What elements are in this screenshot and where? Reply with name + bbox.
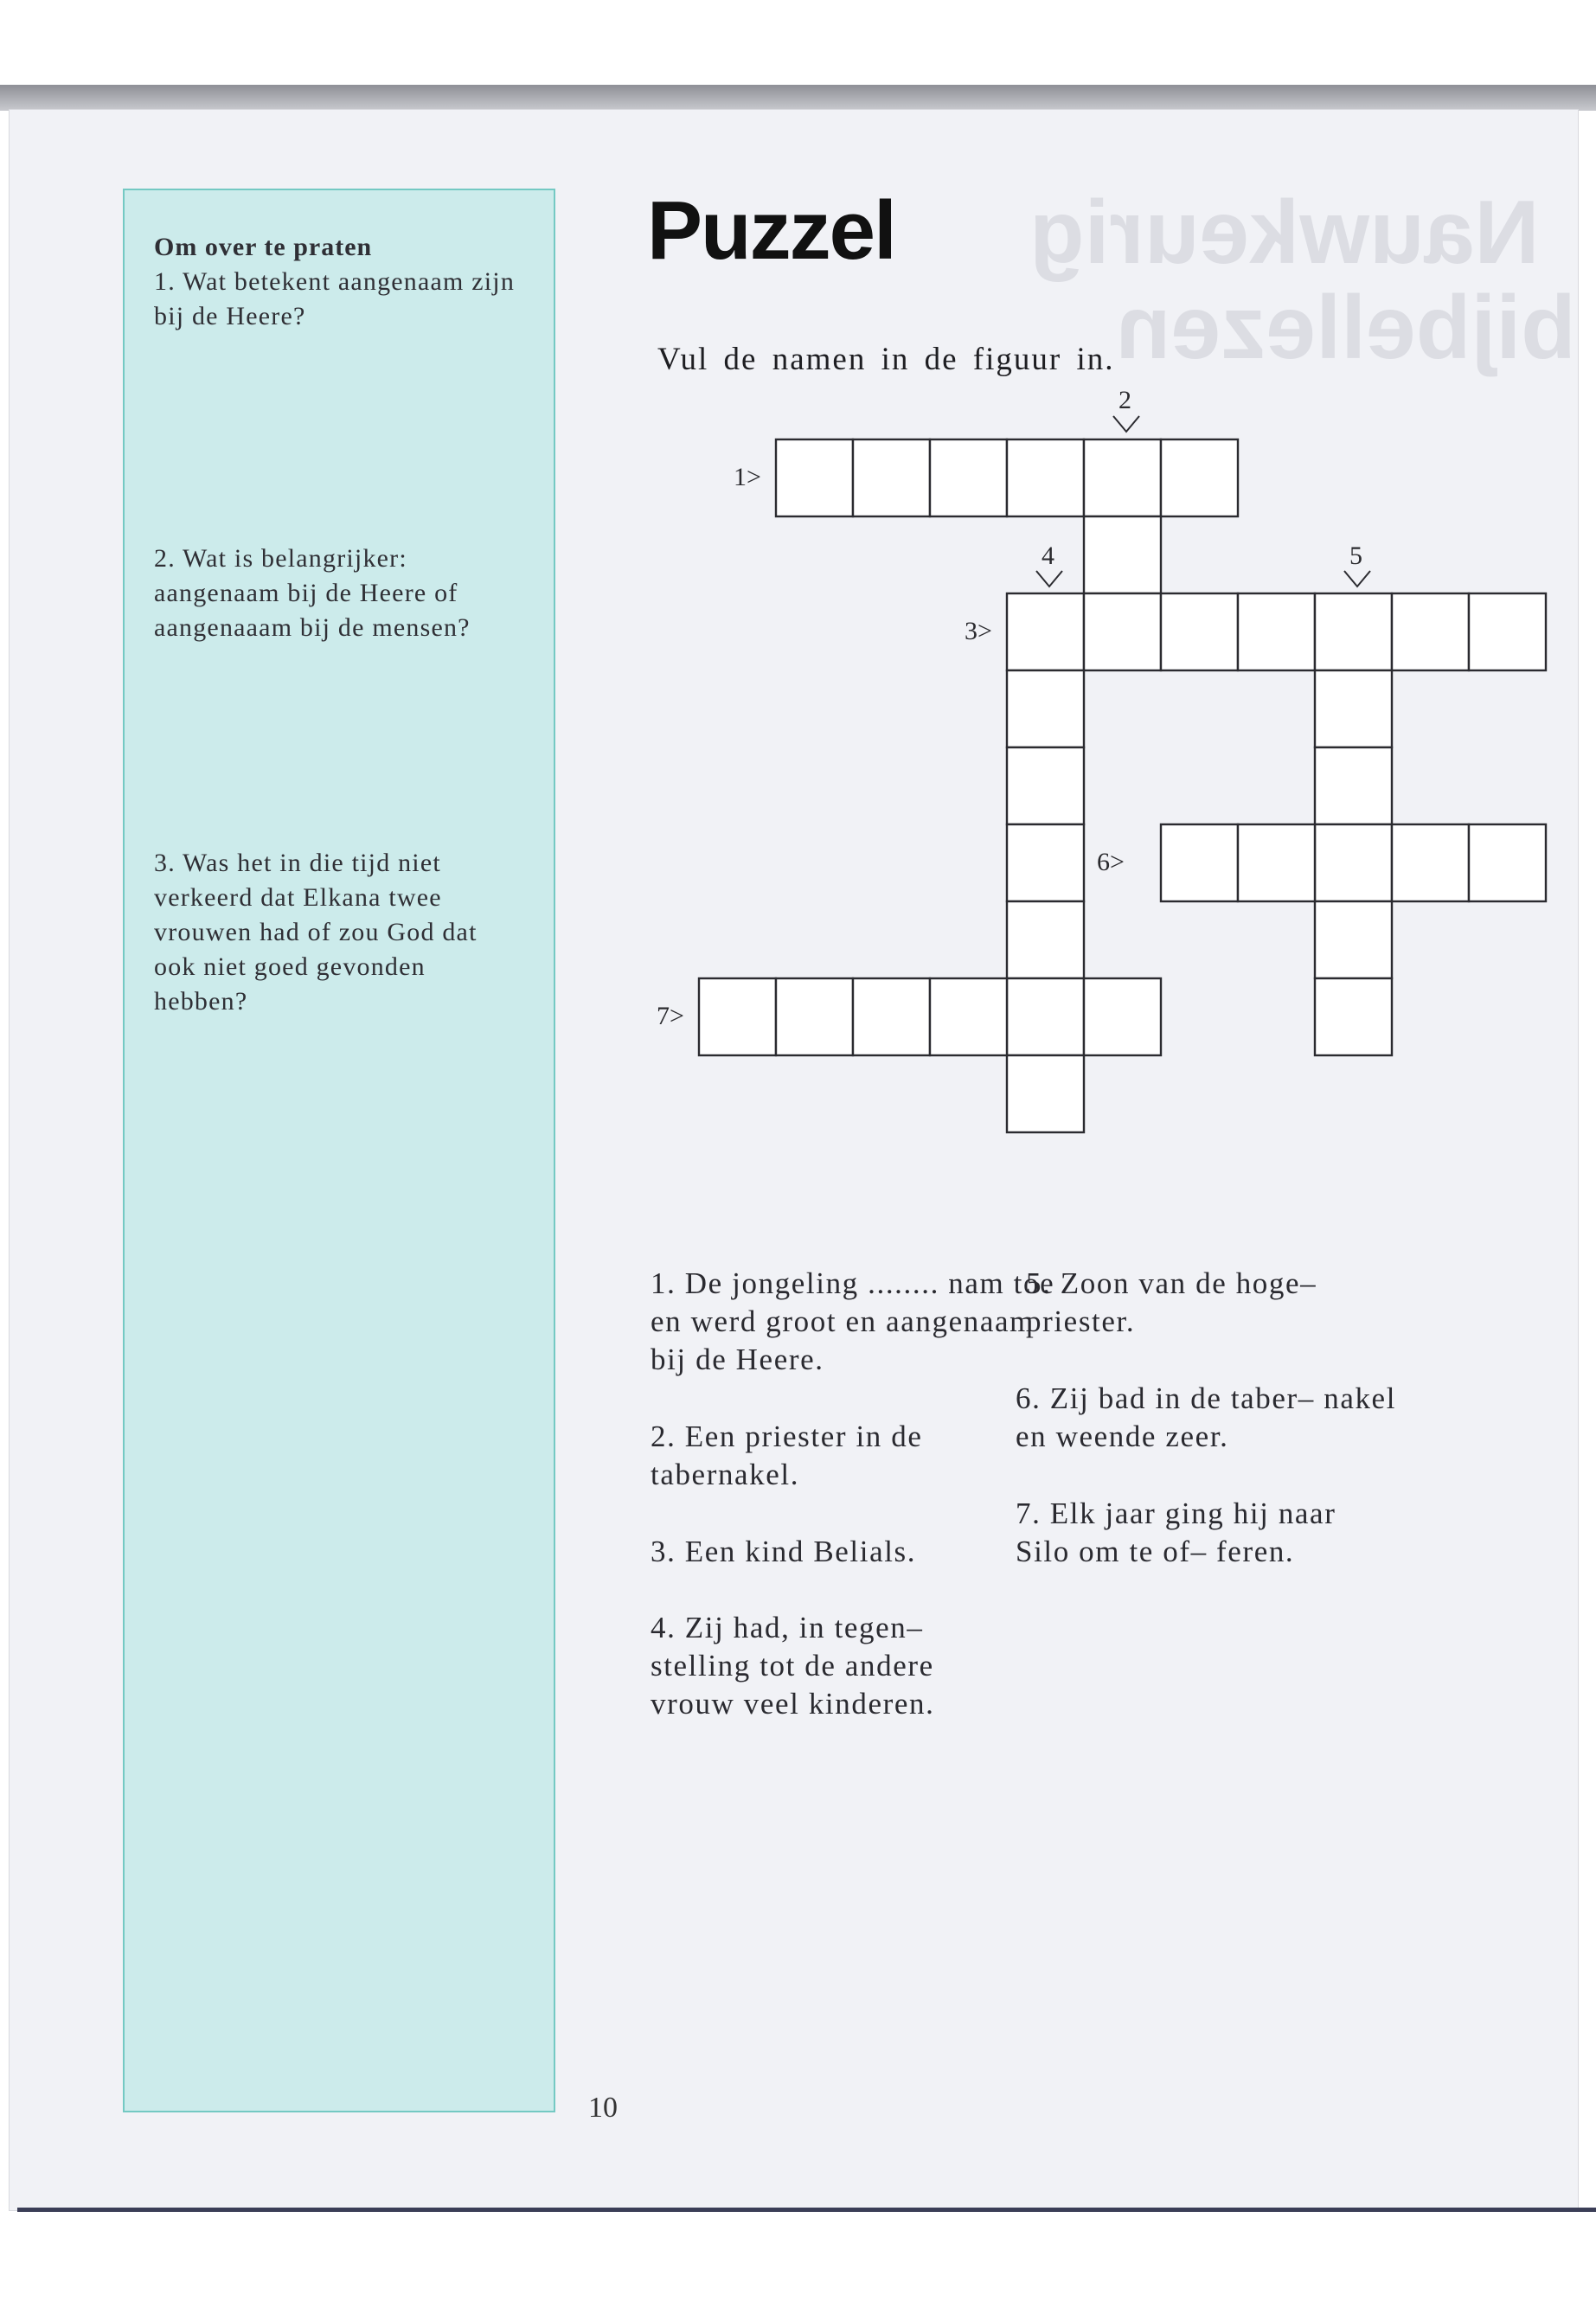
clue-number-6: 6> bbox=[1097, 848, 1125, 876]
clue-4: 4. Zij had, in tegen– stelling tot de andere vrouw veel kinderen. bbox=[651, 1611, 935, 1721]
clue-5: 5. Zoon van de hoge– priester. bbox=[1026, 1266, 1317, 1338]
sidebar-question-2: 2. Wat is belangrijker: aangenaam bij de Heere of aangenaaam bij de mensen? bbox=[154, 544, 471, 642]
clue-number-3: 3> bbox=[965, 617, 992, 645]
clue-7: 7. Elk jaar ging hij naar Silo om te of– feren. bbox=[1016, 1497, 1336, 1568]
scan-edge bbox=[0, 85, 1596, 111]
clue-number-4: 4 bbox=[1042, 542, 1054, 570]
bleed-through-heading-2: bijbellezen bbox=[1116, 278, 1576, 378]
clue-1: 1. De jongeling ........ nam toe en werd groot en aangenaam bij de Heere. bbox=[651, 1266, 1055, 1376]
sidebar-question-3: 3. Was het in die tijd niet verkeerd dat Elkana twee vrouwen had of zou God dat ook niet goed gevonden hebben? bbox=[154, 849, 478, 1016]
clue-number-7: 7> bbox=[657, 1002, 684, 1030]
page-bottom-edge bbox=[17, 2208, 1596, 2212]
instruction: Vul de namen in de figuur in. bbox=[657, 342, 1115, 377]
clue-number-5: 5 bbox=[1349, 542, 1362, 570]
bleed-through-heading: Nauwkeurig bbox=[1029, 183, 1540, 283]
clue-number-1: 1> bbox=[734, 463, 761, 491]
clue-2: 2. Een priester in de tabernakel. bbox=[651, 1420, 923, 1491]
sidebar-title: Om over te praten bbox=[154, 233, 373, 261]
page-number: 10 bbox=[588, 2092, 618, 2124]
discussion-sidebar bbox=[123, 189, 555, 2112]
sidebar-question-1: 1. Wat betekent aangenaam zijn bij de Heere? bbox=[154, 267, 516, 330]
page-title: Puzzel bbox=[647, 184, 895, 277]
clue-3: 3. Een kind Belials. bbox=[651, 1535, 917, 1568]
clue-6: 6. Zij bad in de taber– nakel en weende zeer. bbox=[1016, 1381, 1397, 1453]
clue-number-2: 2 bbox=[1118, 386, 1131, 414]
